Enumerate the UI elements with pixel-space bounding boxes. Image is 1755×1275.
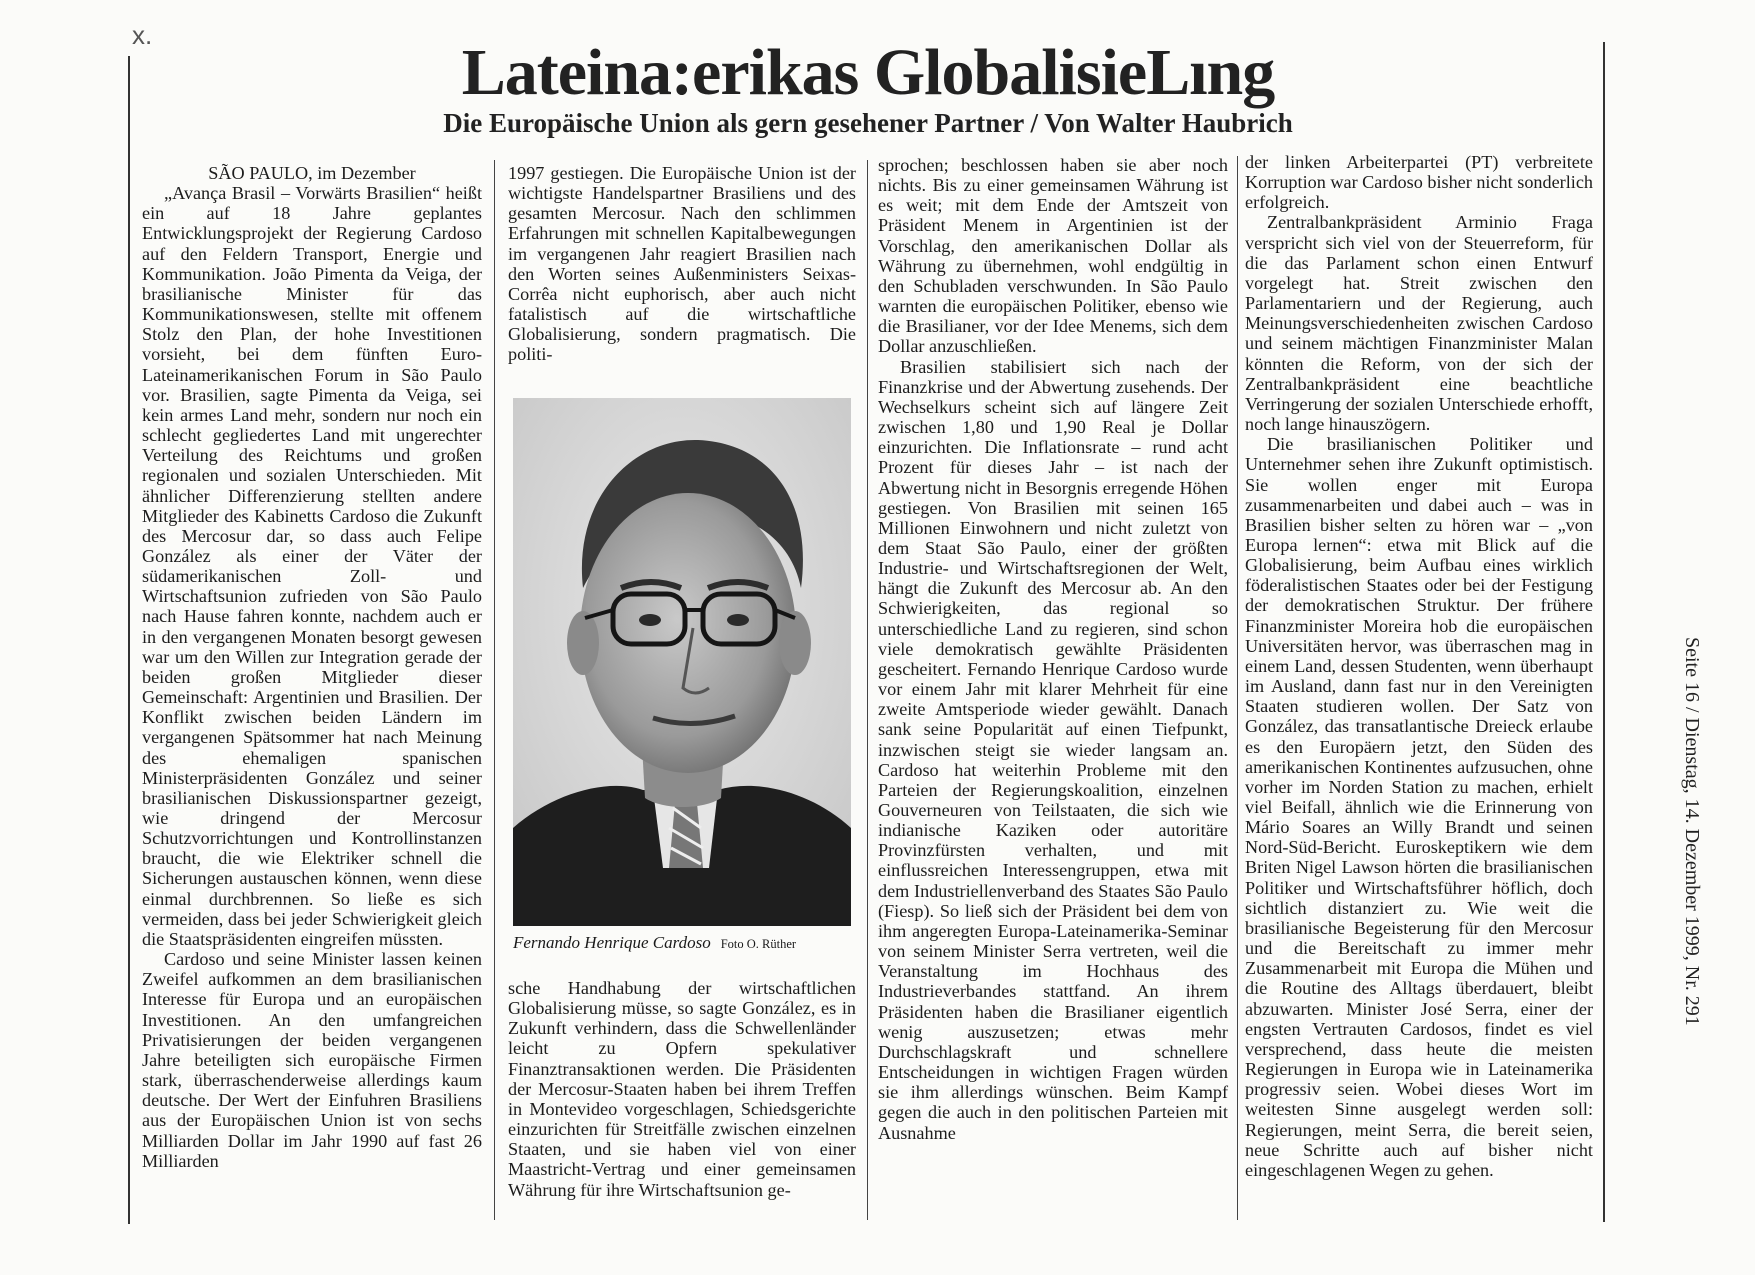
publication-date-note: Seite 16 / Dienstag, 14. Dezember 1999, Nr. 291 xyxy=(1681,637,1703,1026)
paragraph: „Avança Brasil – Vorwärts Brasilien“ heißt ein auf 18 Jahre geplantes Entwicklungsprojekt der Regierung Cardoso auf den Feldern Transport, Energie und Kommunikation. João Pimenta da Veiga, der brasilianische Minister für das Kommunikationswesen, stellte mit offenem Stolz den Plan, der hohe Investitionen vorsieht, bei dem fünften Euro-Lateinamerikanischen Forum in São Paulo vor. Brasilien, sagte Pimenta da Veiga, sei kein armes Land mehr, sondern nur noch ein schlecht gegliedertes Land mit ungerechter Verteilung des Reichtums und großen regionalen und sozialen Unterschieden. Mit ähnlicher Differenzierung stellten andere Mitglieder des Kabinetts Cardoso die Zukunft des Mercosur dar, so dass auch Felipe González als einer der Väter der südamerikanischen Zoll- und Wirtschaftsunion zufrieden von São Paulo nach Hause fahren konnte, nachdem auch er in den vergangenen Monaten besorgt gewesen war um den Willen zur Integration gerade der beiden großen Mitglieder dieser Gemeinschaft: Argentinien und Brasilien. Der Konflikt zwischen beiden Ländern im vergangenen Spätsommer hat nach Meinung des ehemaligen spanischen Ministerpräsidenten González und seiner brasilianischen Diskussionspartner gezeigt, wie dringend der Mercosur Schutzvorrichtungen und Kontrollinstanzen braucht, die wie Elektriker schnell die Sicherungen austauschen können, wenn diese einmal durchbrennen. So ließe es sich vermeiden, dass bei jeder Schwierigkeit gleich die Staatspräsidenten eingreifen müssten. xyxy=(142,183,482,949)
dateline: SÃO PAULO, im Dezember xyxy=(208,163,416,183)
article-column-1 xyxy=(142,163,482,1171)
paragraph: sprochen; beschlossen haben sie aber noch nichts. Bis zu einer gemeinsamen Währung ist es weit; mit dem Ende der Amtszeit von Präsident Menem in Argentinien ist der Vorschlag, den amerikanischen Dollar als Währung zu übernehmen, wohl endgültig in den Schubladen verschwunden. In São Paulo warnten die europäischen Politiker, ebenso wie die Brasilianer, vor der Idee Menems, sich dem Dollar anzuschließen. xyxy=(878,155,1228,357)
article-column-4 xyxy=(1245,152,1593,1180)
article-column-2-top xyxy=(508,163,856,365)
paragraph: Brasilien stabilisiert sich nach der Finanzkrise und der Abwertung zusehends. Der Wechselkurs scheint sich auf längere Zeit zwischen 1,80 und 1,90 Real je Dollar einzurichten. Die Inflationsrate – rund acht Prozent für dieses Jahr – ist nach der Abwertung nicht in Besorgnis erregende Höhen gestiegen. Von Brasilien mit seinen 165 Millionen Einwohnern und nicht zuletzt von dem Staat São Paulo, einer der größten Industrie- und Wirtschaftsregionen der Welt, hängt die Zukunft des Mercosur ab. An den Schwierigkeiten, das regional so unterschiedliche Land zu regieren, sind schon viele demokratisch gewählte Präsidenten gescheitert. Fernando Henrique Cardoso wurde vor einem Jahr mit klarer Mehrheit für eine zweite Amtsperiode wieder gewählt. Danach sank seine Popularität auf einen Tiefpunkt, inzwischen steigt sie wieder langsam an. Cardoso hat weiterhin Probleme mit den Parteien der Regierungskoalition, einzelnen Gouverneuren von Teilstaaten, die sich wie indianische Kaziken oder autoritäre Provinzfürsten verhalten, und mit einflussreichen Interessengruppen, etwa mit dem Industriellenverband des Staates São Paulo (Fiesp). So ließ sich der Präsident bei dem von ihm angeregten Europa-Lateinamerika-Seminar von seinem Minister Serra vertreten, weil die Veranstaltung im Hochhaus des Industrieverbandes stattfand. An ihrem Präsidenten haben die Brasilianer eigentlich wenig auszusetzen; etwas mehr Durchschlagskraft und schnellere Entscheidungen in wichtigen Fragen würden sie ihm allerdings wünschen. Beim Kampf gegen die auch in den politischen Parteien mit Ausnahme xyxy=(878,356,1228,1143)
portrait-photo xyxy=(513,398,851,926)
article-headline: Lateina​:​erikas Globalisie​L​ıng xyxy=(461,36,1275,109)
paragraph: der linken Arbeiterpartei (PT) verbreitete Korruption war Cardoso bisher nicht sonderlich erfolgreich. xyxy=(1245,152,1594,213)
right-margin-rule xyxy=(1603,42,1605,1222)
article-column-2-bottom xyxy=(508,978,856,1200)
paragraph: Cardoso und seine Minister lassen keinen Zweifel aufkommen an dem brasilianischen Interesse für Europa und an europäischen Investitionen. An den umfangreichen Privatisierungen der beiden vergangenen Jahre beteiligten sich europäische Firmen stark, überraschenderweise allerdings kaum deutsche. Der Wert der Einfuhren Brasiliens aus der Europäischen Union ist von sechs Milliarden Dollar im Jahr 1990 auf fast 26 Milliarden xyxy=(142,949,482,1171)
paragraph: sche Handhabung der wirtschaftlichen Globalisierung müsse, so sagte González, es in Zukunft verhindern, dass die Schwellenländer leicht zu Opfern spekulativer Finanztransaktionen werden. Die Präsidenten der Mercosur-Staaten haben bei ihrem Treffen in Montevideo vorgeschlagen, Schiedsgerichte einzurichten für Streitfälle zwischen einzelnen Staaten, und sie haben viel von einer Maastricht-Vertrag und einer gemeinsamen Währung für ihre Wirtschaftsunion ge- xyxy=(508,978,856,1200)
portrait-image-icon xyxy=(513,398,851,926)
photo-caption-row xyxy=(513,932,858,955)
column-rule xyxy=(494,160,495,1220)
photo-caption: Fernando Henrique Cardoso xyxy=(513,933,711,952)
article-column-3 xyxy=(878,155,1228,1143)
column-rule xyxy=(1237,156,1238,1220)
article-subtitle: Die Europäische Union als gern gesehener Partner / Von Walter Haubrich xyxy=(443,108,1293,138)
photo-credit: Foto O. Rüther xyxy=(720,937,797,951)
column-rule xyxy=(867,160,868,1220)
scan-mark: x. xyxy=(132,20,153,50)
left-margin-rule xyxy=(128,56,130,1224)
paragraph: Zentralbankpräsident Arminio Fraga verspricht sich viel von der Steuerreform, für die das Parlament schon einen Entwurf vorgelegt hat. Streit zwischen den Parlamentariern und der Regierung, auch Meinungsverschiedenheiten zwischen Cardoso und seinem mächtigen Finanzminister Malan könnten die Reform, von der sich der Zentralbankpräsident eine beachtliche Verringerung der sozialen Unterschiede erhofft, noch lange hinauszögern. xyxy=(1245,212,1593,435)
paragraph: Die brasilianischen Politiker und Unternehmer sehen ihre Zukunft optimistisch. Sie wollen enger mit Europa zusammenarbeiten und dabei auch – was in Brasilien bisher selten zu hören war – „von Europa lernen“: etwa mit Blick auf die Globalisierung, beim Aufbau eines wirklich föderalistischen Staates oder bei der Festigung der demokratischen Struktur. Der frühere Finanzminister Moreira hob die europäischen Universitäten hervor, was überraschen mag in einem Land, dessen Studenten, wenn überhaupt im Ausland, dann fast nur in den Vereinigten Staaten studieren wollen. Der Satz von González, das transatlantische Dreieck erlaube es den Europäern jetzt, den Süden des amerikanischen Kontinentes aufzusuchen, ohne vorher im Norden Station zu machen, erhielt viel Beifall, ähnlich wie die Erinnerung von Mário Soares an Willy Brandt und seinen Nord-Süd-Bericht. Euroskeptikern wie dem Briten Nigel Lawson hörten die brasilianischen Politiker und Wirtschaftsführer höflich, doch sichtlich distanziert zu. Wie weit die brasilianische Begeisterung für den Mercosur und die Bereitschaft zu immer mehr Zusammenarbeit mit Europa die Mühen und die Routine des Alltags überdauert, bleibt abzuwarten. Minister José Serra, einer der engsten Vertrauten Cardosos, findet es viel versprechend, dass heute die meisten Regierungen in Europa wie in Lateinamerika progressiv seien. Wobei dieses Wort im weitesten Sinne ausgelegt werden soll: Regierungen, meint Serra, die bereit seien, neue Schritte auch auf bisher nicht eingeschlagenen Wegen zu gehen. xyxy=(1245,434,1593,1180)
paragraph: 1997 gestiegen. Die Europäische Union ist der wichtigste Handelspartner Brasiliens und des gesamten Mercosur. Nach den schlimmen Erfahrungen mit schnellen Kapitalbewegungen im vergangenen Jahr reagiert Brasilien nach den Worten seines Außenministers Seixas-Corrêa nicht euphorisch, aber auch nicht fatalistisch auf die wirtschaftliche Globalisierung, sondern pragmatisch. Die politi- xyxy=(508,163,856,365)
